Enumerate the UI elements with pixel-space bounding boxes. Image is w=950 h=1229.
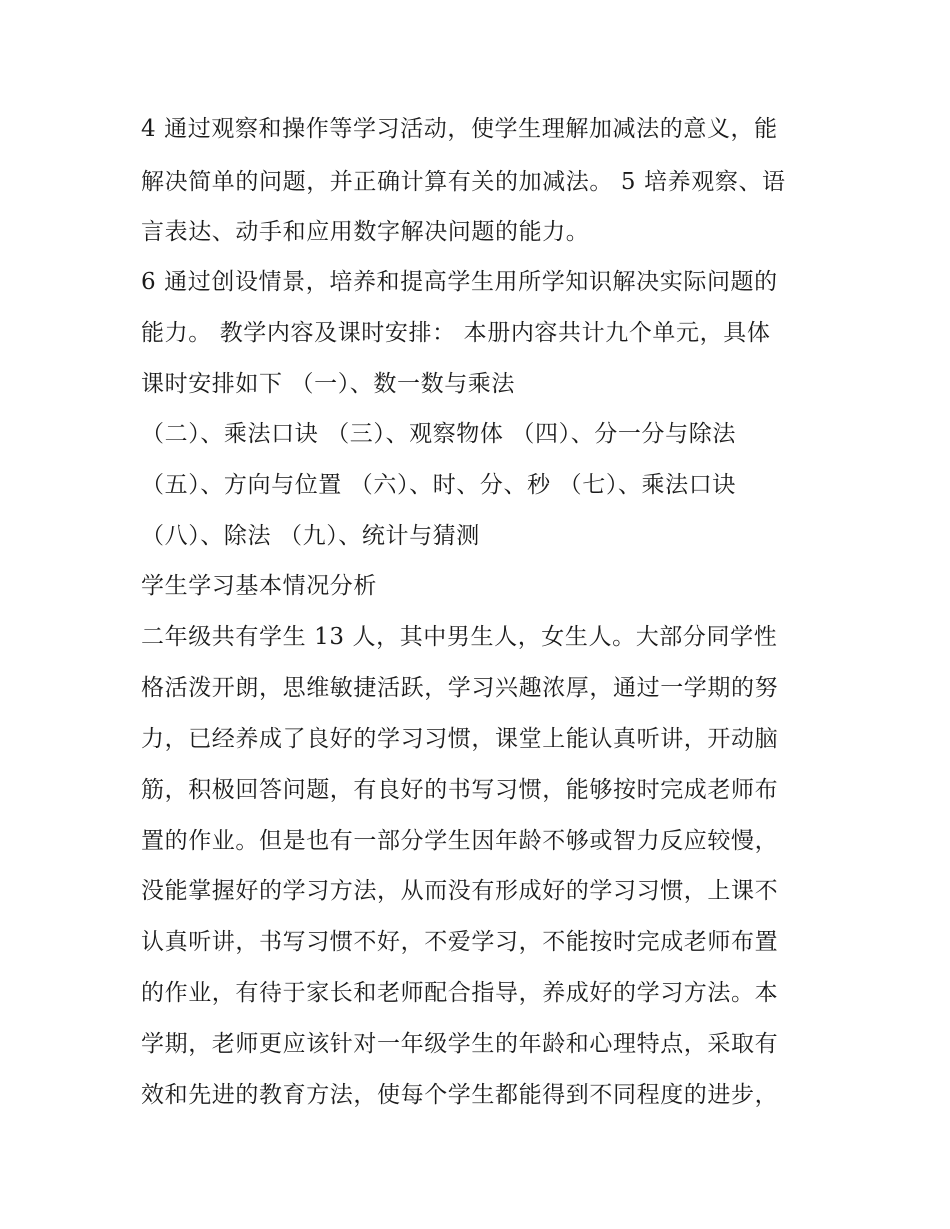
text-line: 筋，积极回答问题，有良好的书写习惯，能够按时完成老师布: [141, 777, 779, 803]
text-line: 认真听讲，书写习惯不好，不爱学习，不能按时完成老师布置: [141, 929, 779, 955]
text-line: 的作业，有待于家长和老师配合指导，养成好的学习方法。本: [141, 980, 779, 1006]
text-line: 能力。 教学内容及课时安排： 本册内容共计九个单元，具体: [141, 320, 771, 346]
text-line: （五）、方向与位置 （六）、时、分、秒 （七）、乘法口诀: [141, 472, 736, 498]
text-line: 置的作业。但是也有一部分学生因年龄不够或智力反应较慢，: [141, 828, 779, 854]
text-line: 言表达、动手和应用数字解决问题的能力。: [141, 219, 590, 245]
text-line: （八）、除法 （九）、统计与猜测: [141, 523, 480, 549]
section-heading: 学生学习基本情况分析: [141, 573, 377, 599]
text-line: 6 通过创设情景，培养和提高学生用所学知识解决实际问题的: [141, 269, 778, 295]
text-line: 解决简单的问题，并正确计算有关的加减法。 5 培养观察、语: [141, 169, 786, 195]
text-line: 学期，老师更应该针对一年级学生的年龄和心理特点，采取有: [141, 1031, 779, 1057]
text-line: 4 通过观察和操作等学习活动，使学生理解加减法的意义，能: [141, 116, 778, 142]
text-line: （二）、乘法口诀 （三）、观察物体 （四）、分一分与除法: [141, 421, 736, 447]
text-line: 二年级共有学生 13 人，其中男生人，女生人。大部分同学性: [141, 624, 778, 650]
text-line: 效和先进的教育方法，使每个学生都能得到不同程度的进步，: [141, 1082, 779, 1108]
text-line: 没能掌握好的学习方法，从而没有形成好的学习习惯，上课不: [141, 878, 779, 904]
text-line: 格活泼开朗，思维敏捷活跃，学习兴趣浓厚，通过一学期的努: [141, 675, 779, 701]
text-line: 力，已经养成了良好的学习习惯，课堂上能认真听讲，开动脑: [141, 726, 779, 752]
text-line: 课时安排如下 （一）、数一数与乘法: [141, 371, 516, 397]
